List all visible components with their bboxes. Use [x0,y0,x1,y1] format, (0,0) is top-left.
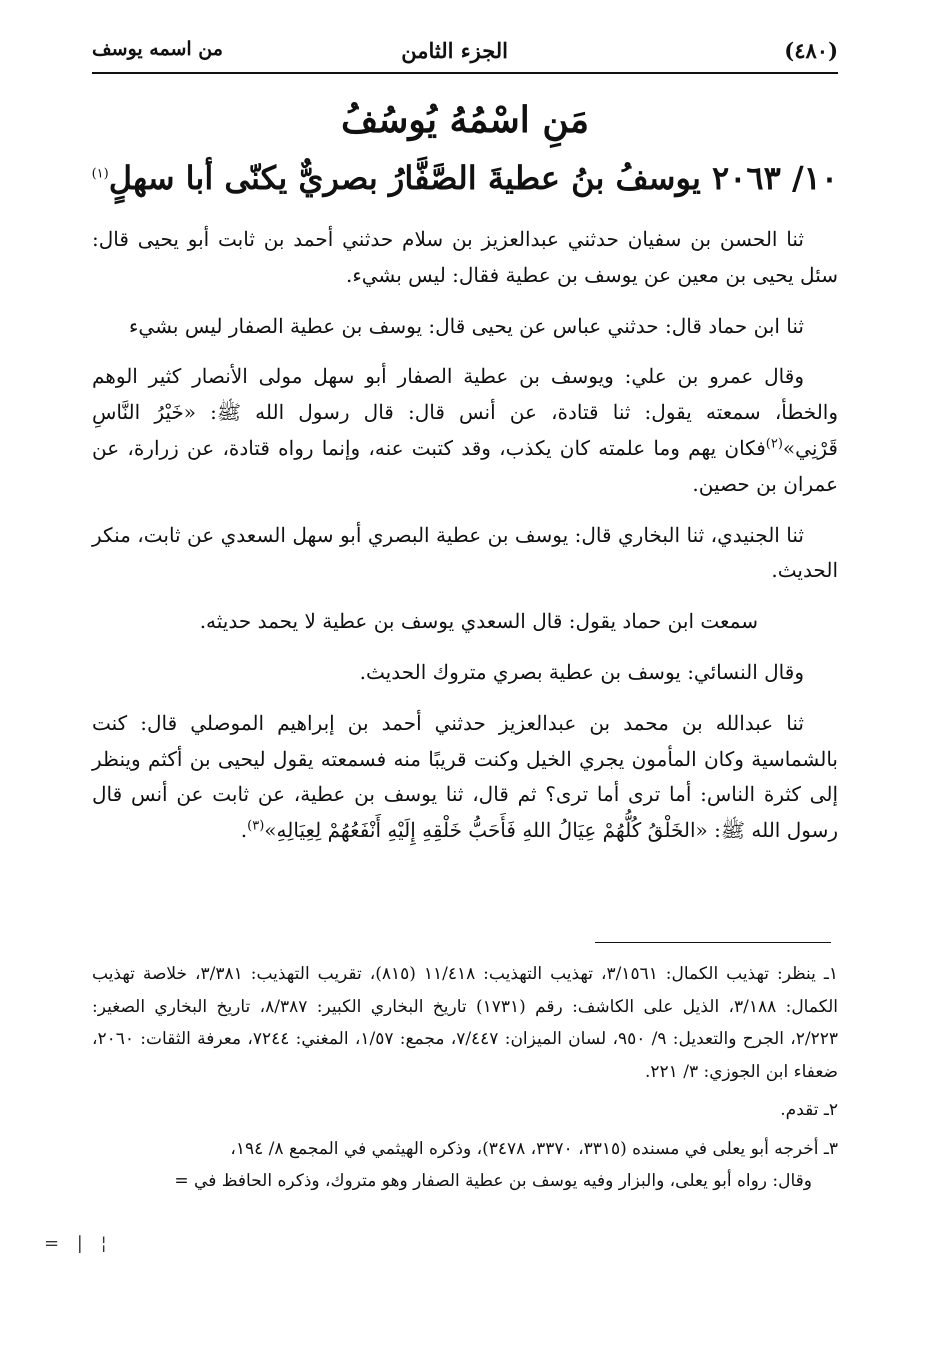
footnote-ref-2[interactable]: (٢) [765,436,783,452]
header-rule [92,72,838,74]
paragraph-6: وقال النسائي: يوسف بن عطية بصري متروك الحديث. [359,659,804,684]
footnote-ref-3[interactable]: (٣) [247,818,265,834]
footnotes [92,958,838,1198]
section-title: مَنِ اسْمُهُ يُوسُفُ [340,99,590,141]
paragraph-2: ثنا ابن حماد قال: حدثني عباس عن يحيى قال: يوسف بن عطية الصفار ليس بشيء [129,313,804,338]
entry-title [92,156,838,200]
running-header [92,36,838,70]
paragraph-3-part-2: فكان يهم وما علمته كان يكذب، وقد كتبت عنه، وإنما رواه قتادة، عن زرارة، عن عمران بن حصين. [92,435,838,496]
paragraph-3-part-1: وقال عمرو بن علي: ويوسف بن عطية الصفار أبو سهل مولى الأنصار كثير الوهم والخطأ، سمعته يقول: ثنا قتادة، عن أنس قال: قال رسول الله ﷺ: «خَيْرُ النَّاسِ قَرْنِي» [92,364,838,460]
paragraph-5: سمعت ابن حماد يقول: قال السعدي يوسف بن عطية لا يحمد حديثه. [199,609,758,634]
paragraph-3 [92,359,838,502]
section-label: من اسمه يوسف [92,38,223,60]
paragraph-7 [92,706,838,849]
footnote-3: ٣ـ أخرجه أبو يعلى في مسنده (٣٣١٥، ٣٣٧٠، ٣٤٧٨)، وذكره الهيثمي في المجمع ٨/ ١٩٤، [230,1138,838,1159]
body-text [92,222,838,864]
page-number: (٤٨٠) [784,38,838,63]
footnote-rule [595,942,831,943]
paragraph-7-part-2: . [240,818,248,843]
footnote-ref-1[interactable]: (١) [91,166,109,182]
footnote-2: ٢ـ تقدم. [780,1100,838,1120]
footnote-1: ١ـ ينظر: تهذيب الكمال: ٣/١٥٦١، تهذيب التهذيب: ١١/٤١٨ (٨١٥)، تقريب التهذيب: ٣/٣٨١، خلاصة تهذيب الكمال: ٣/١٨٨، الذيل على الكاشف: رقم (١٧٣١) تاريخ البخاري الكبير: ٨/٣٨٧، تاريخ البخاري الصغير: ٢/٢٢٣، الجرح والتعديل: ٩/ ٩٥٠، لسان الميزان: ٧/٤٤٧، مجمع: ١/٥٧، المغني: ٧٢٤٤، معرفة الثقات: ٢٠٦٠، ضعفاء ابن الجوزي: ٣/ ٢٢١. [92,964,838,1082]
volume-label: الجزء الثامن [401,38,508,63]
paragraph-4: ثنا الجنيدي، ثنا البخاري قال: يوسف بن عطية البصري أبو سهل السعدي عن ثابت، منكر الحديث. [92,522,838,583]
margin-mark: = | ¦ [44,1233,113,1254]
entry-title-text: ١٠/ ٢٠٦٣ يوسفُ بنُ عطيةَ الصَّفَّارُ بصريٌّ يكنّى أبا سهلٍ [108,159,838,197]
paragraph-7-part-1: ثنا عبدالله بن محمد بن عبدالعزيز حدثني أحمد بن إبراهيم الموصلي قال: كنت بالشماسية وكان المأمون يجري الخيل وكنت قريبًا منه فسمعته يقول ليحيى بن أكثم وينظر إلى كثرة الناس: أما ترى أما ترى؟ ثم قال، ثنا يوسف بن عطية، عن ثابت عن أنس قال رسول الله ﷺ: «الخَلْقُ كُلُّهُمْ عِيَالُ اللهِ فَأَحَبُّ خَلْقِهِ إِلَيْهِ أَنْفَعُهُمْ لِعِيَالِهِ» [92,710,839,843]
paragraph-1: ثنا الحسن بن سفيان حدثني عبدالعزيز بن سلام حدثني أحمد بن ثابت أبو يحيى قال: سئل يحيى بن معين عن يوسف بن عطية فقال: ليس بشيء. [92,227,838,287]
footnote-3-continuation: وقال: رواه أبو يعلى، والبزار وفيه يوسف بن عطية الصفار وهو متروك، وذكره الحافظ في = [174,1171,812,1191]
